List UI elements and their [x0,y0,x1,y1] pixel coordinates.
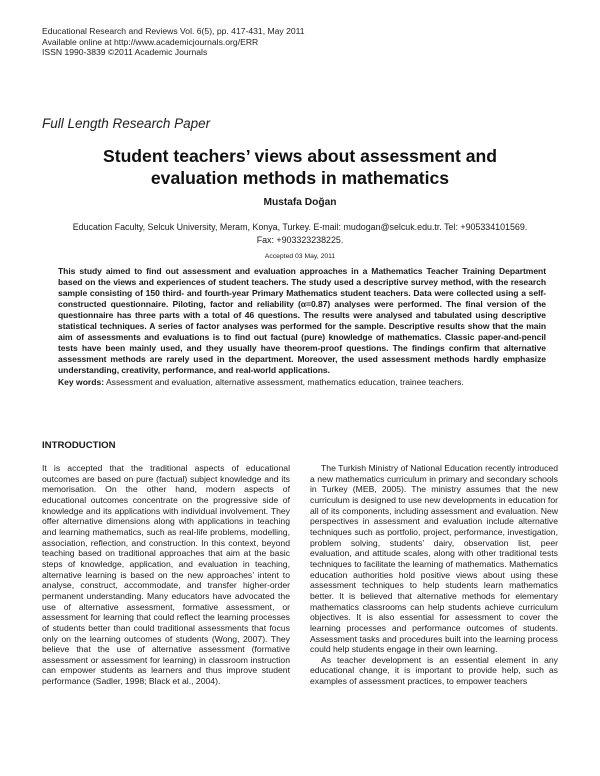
section-heading-introduction: INTRODUCTION [42,440,116,451]
author-affiliation [0,221,600,246]
accepted-date: Accepted 03 May, 2011 [264,253,336,260]
body-column-left [42,463,290,687]
abstract-text: This study aimed to find out assessment and evaluation approaches in a Mathematics Teacher Training Department based on the views and experiences of student teachers. The study used a descriptive survey method, with the research sample consisting of 150 third- and fourth-year Primary Mathematics student teachers. Data were collected using a self-constructed questionnaire. Piloting, factor and reliability (α=0.87) analyses were performed. The final version of the questionnaire has three parts with a total of 46 questions. The results were analysed and tabulated using descriptive statistical techniques. A series of factor analyses was performed for the sample. Descriptive results show that the main aim of assessments and evaluations is to find out factual (pure) knowledge of mathematics. Classic paper-and-pencil tests have been mainly used, and they usually have theorem-proof questions. The findings confirm that alternative assessment methods are rarely used in the department. Moreover, the used assessment methods hardly emphasize understanding, creativity, performance, and real-world applications. [58,266,546,375]
affiliation-line-1: Education Faculty, Selcuk University, Meram, Konya, Turkey. E-mail: mudogan@selcuk.edu.tr. Tel: +905334101569. [72,222,528,232]
author-name: Mustafa Doğan [263,197,337,208]
affiliation-line-2: Fax: +903323238225. [256,234,344,245]
keywords-text: Assessment and evaluation, alternative assessment, mathematics education, trainee teachers. [105,377,464,387]
keywords-label: Key words: [58,377,105,387]
journal-header [42,26,305,58]
paragraph: The Turkish Ministry of National Education recently introduced a new mathematics curriculum in primary and secondary schools in Turkey (MEB, 2005). The ministry assumes that the new curriculum is designed to use new developments in education for all of its components, including assessment and evaluation. New perspectives in assessment and evaluation include alternative techniques such as portfolio, project, performance, investigation, problem solving, students’ dairy, observation list, peer evaluation, and attitude scales, along with other traditional tests techniques to facilitate the learning of mathematics. Mathematics education authorities hold positive views about using these assessment techniques to help students learn mathematics better. It is believed that alternative methods for elementary mathematics classrooms can help students achieve curriculum objectives. It is also essential for assessment to cover the learning processes and performance outcomes of students. Assessment tasks and procedures built into the learning process could help students engage in their own learning. [310,463,558,655]
journal-citation: Educational Research and Reviews Vol. 6(5), pp. 417-431, May 2011 [42,26,305,36]
paper-title-line-1: Student teachers’ views about assessment and [102,146,498,166]
paragraph: As teacher development is an essential element in any educational change, it is important to provide help, such as examples of assessment practices, to empower teachers [310,654,558,687]
journal-issn: ISSN 1990-3839 ©2011 Academic Journals [42,47,208,58]
paper-title [0,146,600,189]
body-column-right [310,463,558,687]
paper-type-label: Full Length Research Paper [42,116,211,131]
paragraph: It is accepted that the traditional aspects of educational outcomes are based on pure (factual) subject knowledge and its memorisation. On the other hand, modern aspects of educational outcomes concentrate on the progressive side of knowledge and its applications with individual involvement. They offer alternative dimensions along with applications in teaching and learning mathematics, such as real-life problems, modelling, association, reflection, and construction. In this context, beyond teaching based on traditional approaches that aim at the basic steps of knowledge, application, and evaluation in teaching, alternative learning is based on the new approaches’ intent to analyse, construct, accommodate, and transfer higher-order permanent understanding. Many educators have advocated the use of alternative assessment, formative assessment, or assessment for learning that could reflect the learning processes of students better than could traditional assessments that focus only on the learning outcomes of students (Wong, 2007). They believe that the use of alternative assessment (formative assessment or assessment for learning) in classroom instruction can empower students as learners and thus improve student performance (Sadler, 1998; Black et al., 2004). [42,463,290,687]
journal-online-url: Available online at http://www.academicjournals.org/ERR [42,36,259,47]
paper-title-line-2: evaluation methods in mathematics [150,167,450,188]
keywords [58,377,558,387]
